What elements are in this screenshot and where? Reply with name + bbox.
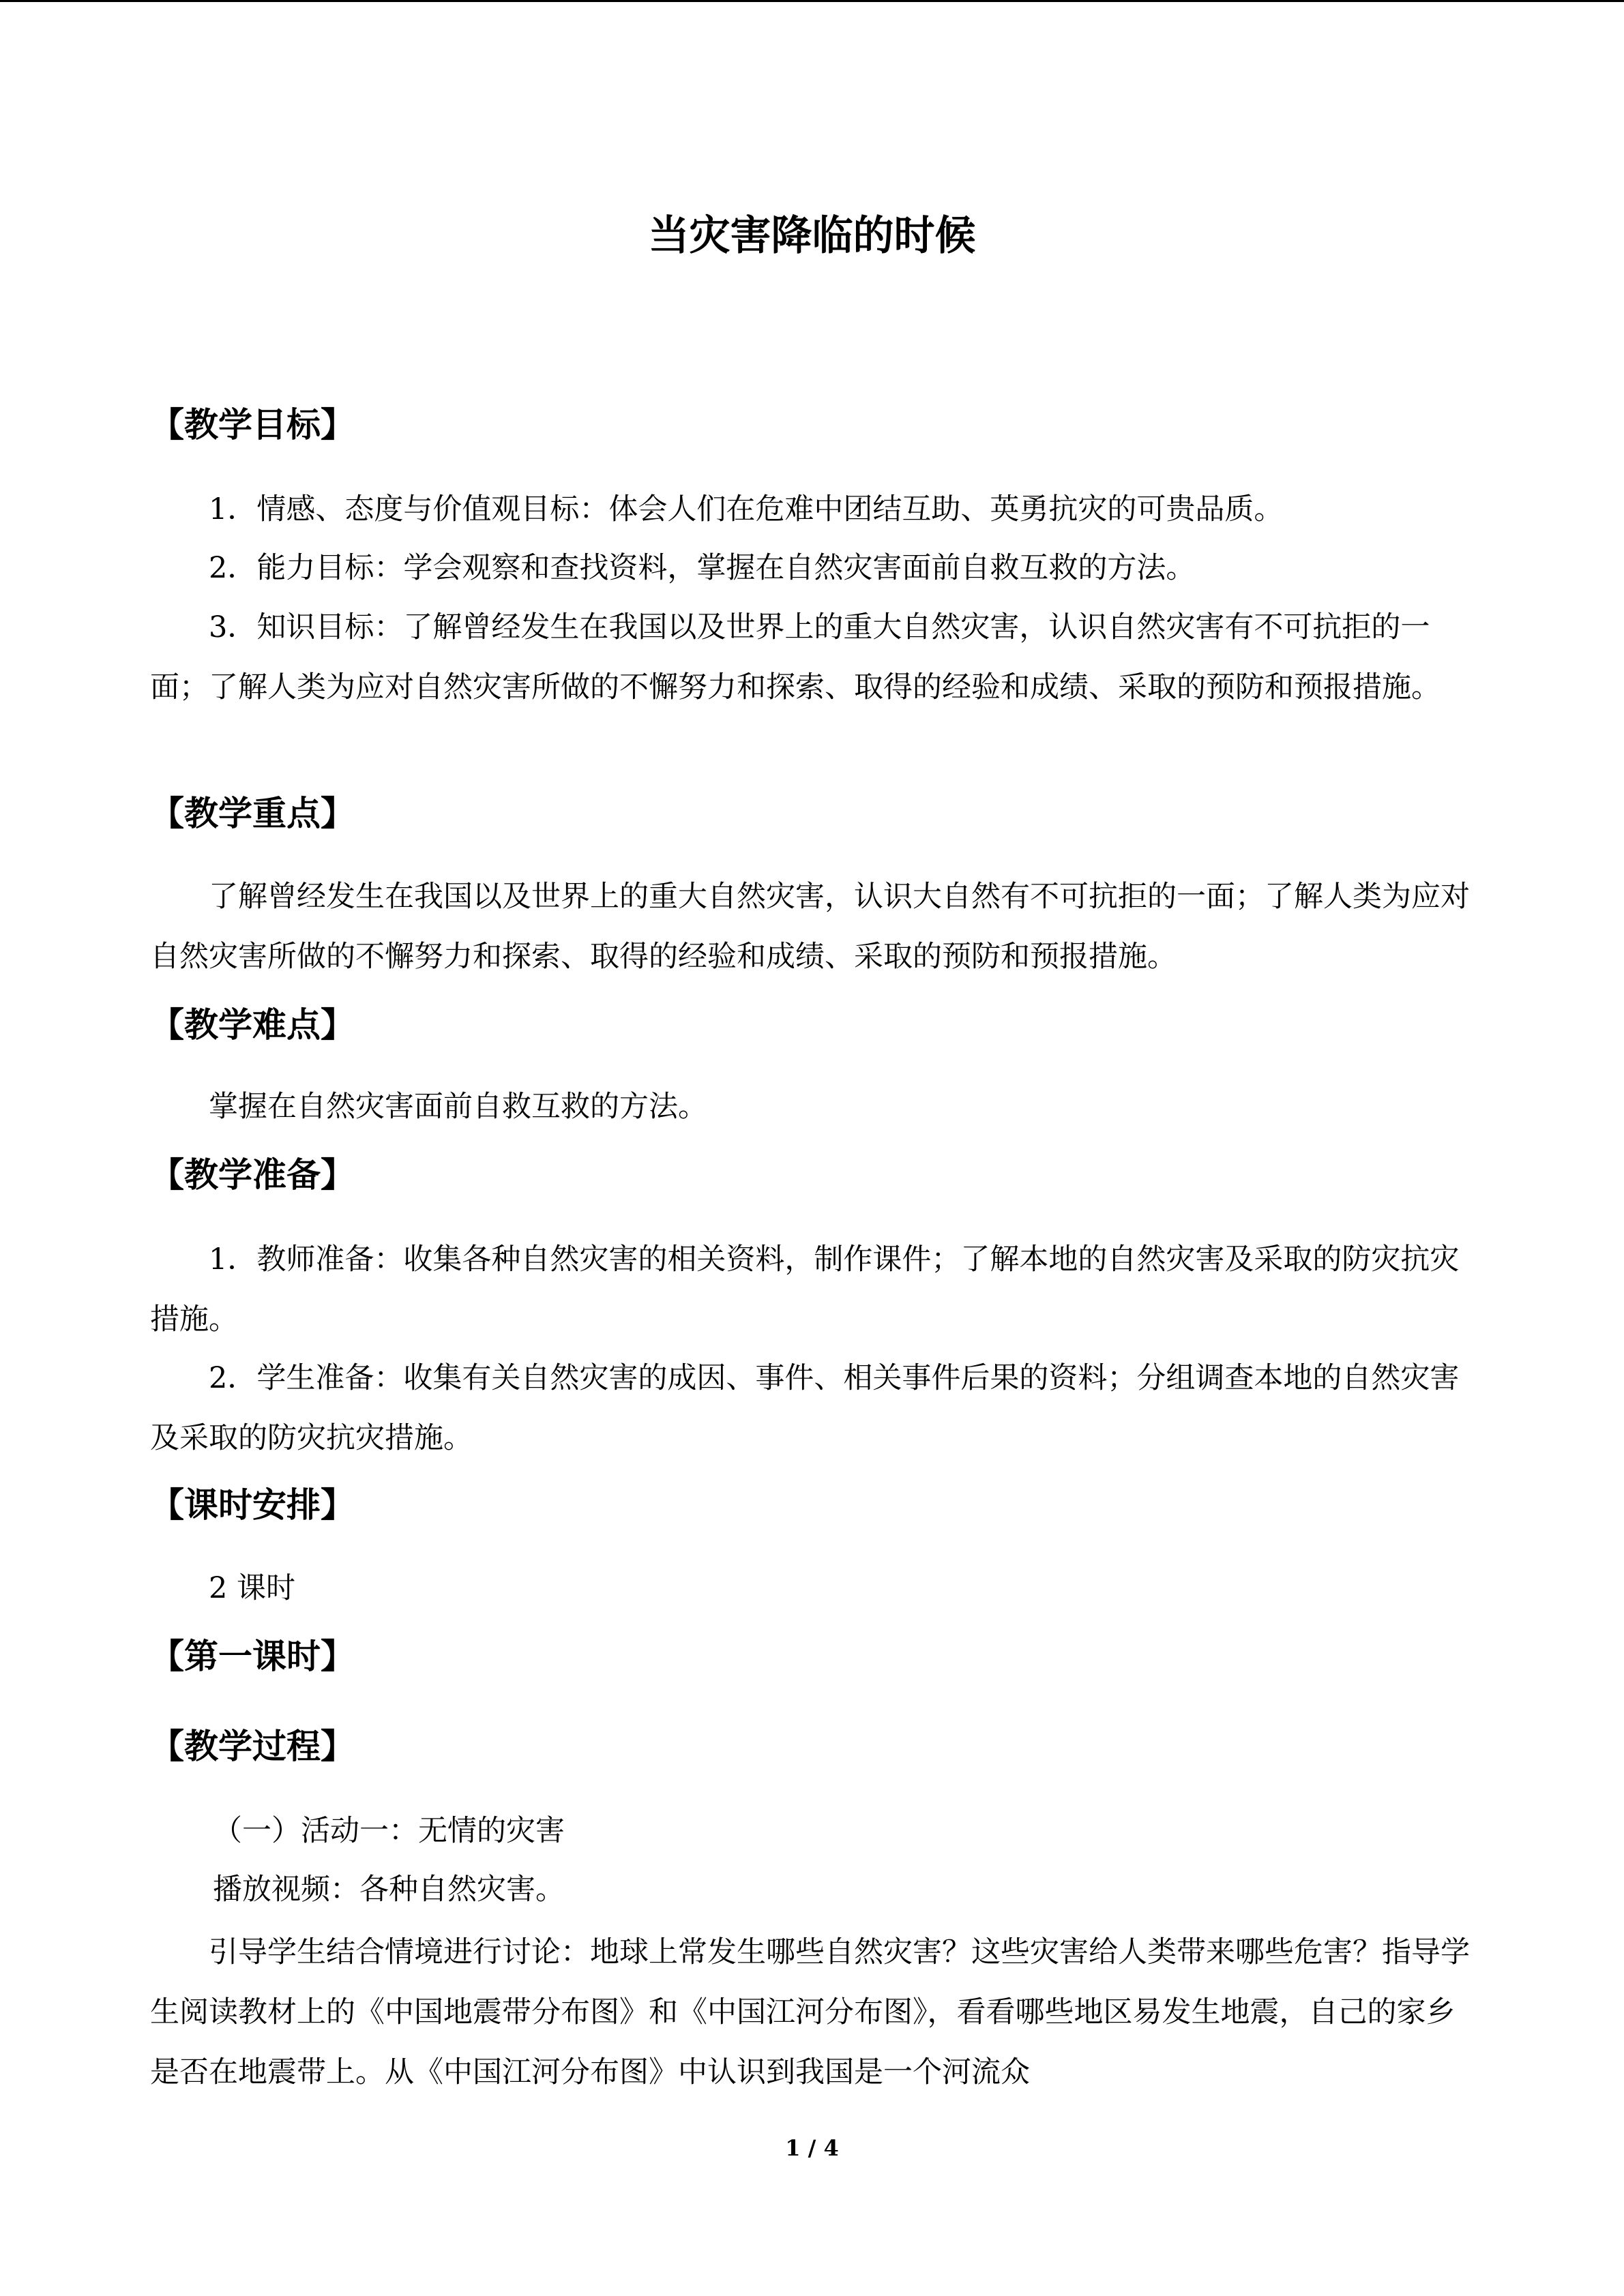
objective-item-3: 3．知识目标：了解曾经发生在我国以及世界上的重大自然灾害，认识自然灾害有不可抗拒的一面；了解人类为应对自然灾害所做的不懈努力和探索、取得的经验和成绩、采取的预防和预报措施。 xyxy=(150,610,1441,704)
activity-one-title: （一）活动一：无情的灾害 xyxy=(213,1814,565,1848)
discussion-paragraph: 引导学生结合情境进行讨论：地球上常发生哪些自然灾害？这些灾害给人类带来哪些危害？指导学生阅读教材上的《中国地震带分布图》和《中国江河分布图》，看看哪些地区易发生地震，自己的家乡是否在地震带上。从《中国江河分布图》中认识到我国是一个河流众 xyxy=(150,1935,1470,2089)
heading-preparation: 【教学准备】 xyxy=(150,1155,355,1195)
heading-teaching-objectives: 【教学目标】 xyxy=(150,405,355,445)
heading-teaching-process: 【教学过程】 xyxy=(150,1727,355,1766)
video-line: 播放视频：各种自然灾害。 xyxy=(213,1873,565,1907)
preparation-item-teacher: 1．教师准备：收集各种自然灾害的相关资料，制作课件；了解本地的自然灾害及采取的防灾抗灾措施。 xyxy=(150,1242,1460,1337)
heading-first-lesson: 【第一课时】 xyxy=(150,1637,355,1676)
heading-schedule: 【课时安排】 xyxy=(150,1485,355,1525)
preparation-item-student: 2．学生准备：收集有关自然灾害的成因、事件、相关事件后果的资料；分组调查本地的自然灾害及采取的防灾抗灾措施。 xyxy=(150,1361,1460,1455)
heading-key-points: 【教学重点】 xyxy=(150,794,355,833)
schedule-text: 2 课时 xyxy=(209,1571,296,1605)
document-title: 当灾害降临的时候 xyxy=(648,212,976,260)
key-points-text: 了解曾经发生在我国以及世界上的重大自然灾害，认识大自然有不可抗拒的一面；了解人类为应对自然灾害所做的不懈努力和探索、取得的经验和成绩、采取的预防和预报措施。 xyxy=(150,880,1470,974)
page-number: 1 / 4 xyxy=(785,2135,839,2161)
difficulties-text: 掌握在自然灾害面前自救互救的方法。 xyxy=(209,1090,707,1124)
heading-difficulties: 【教学难点】 xyxy=(150,1005,355,1045)
objective-item-2: 2．能力目标：学会观察和查找资料，掌握在自然灾害面前自救互救的方法。 xyxy=(209,551,1196,585)
objective-item-1: 1．情感、态度与价值观目标：体会人们在危难中团结互助、英勇抗灾的可贵品质。 xyxy=(209,492,1284,526)
